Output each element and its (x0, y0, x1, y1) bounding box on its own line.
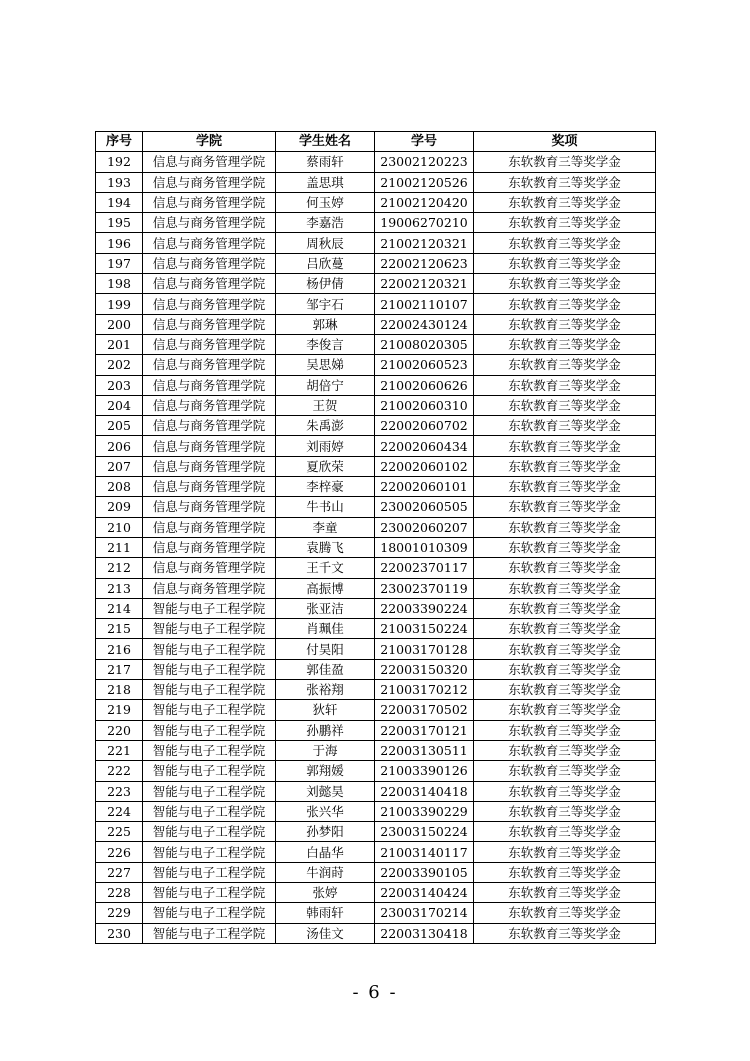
table-row (96, 882, 656, 902)
cell-index: 224 (96, 801, 143, 821)
cell-award: 东软教育三等奖学金 (474, 700, 656, 720)
table-row (96, 497, 656, 517)
table-row (96, 416, 656, 436)
cell-student-name: 孙梦阳 (276, 822, 375, 842)
cell-student-name: 吴思娣 (276, 355, 375, 375)
cell-college: 信息与商务管理学院 (143, 578, 276, 598)
table-row (96, 923, 656, 943)
cell-student-name: 王贺 (276, 395, 375, 415)
cell-college: 智能与电子工程学院 (143, 619, 276, 639)
cell-student-id: 21008020305 (375, 334, 474, 354)
cell-student-id: 22003150320 (375, 659, 474, 679)
cell-college: 信息与商务管理学院 (143, 456, 276, 476)
cell-college: 智能与电子工程学院 (143, 720, 276, 740)
cell-student-id: 21002110107 (375, 294, 474, 314)
cell-index: 196 (96, 233, 143, 253)
table-row (96, 842, 656, 862)
cell-student-id: 22002060702 (375, 416, 474, 436)
cell-college: 信息与商务管理学院 (143, 355, 276, 375)
cell-college: 智能与电子工程学院 (143, 598, 276, 618)
cell-college: 智能与电子工程学院 (143, 903, 276, 923)
cell-college: 智能与电子工程学院 (143, 842, 276, 862)
cell-college: 智能与电子工程学院 (143, 781, 276, 801)
cell-student-id: 22003140424 (375, 882, 474, 902)
cell-student-id: 22002060102 (375, 456, 474, 476)
cell-award: 东软教育三等奖学金 (474, 274, 656, 294)
page-number: - 6 - (352, 982, 398, 1003)
table-row (96, 558, 656, 578)
table-body (96, 152, 656, 944)
table-row (96, 152, 656, 172)
cell-student-id: 21002060626 (375, 375, 474, 395)
cell-award: 东软教育三等奖学金 (474, 862, 656, 882)
cell-student-name: 刘雨婷 (276, 436, 375, 456)
cell-index: 225 (96, 822, 143, 842)
table-row (96, 517, 656, 537)
cell-student-name: 张亚洁 (276, 598, 375, 618)
cell-student-id: 22002370117 (375, 558, 474, 578)
cell-student-name: 周秋辰 (276, 233, 375, 253)
cell-college: 信息与商务管理学院 (143, 314, 276, 334)
cell-student-name: 狄轩 (276, 700, 375, 720)
cell-student-id: 21002060310 (375, 395, 474, 415)
cell-student-id: 21002120321 (375, 233, 474, 253)
cell-award: 东软教育三等奖学金 (474, 781, 656, 801)
header-student-id: 学号 (375, 132, 474, 152)
cell-index: 228 (96, 882, 143, 902)
table-row (96, 456, 656, 476)
cell-college: 信息与商务管理学院 (143, 213, 276, 233)
cell-index: 203 (96, 375, 143, 395)
cell-student-id: 21002060523 (375, 355, 474, 375)
cell-student-id: 22003130418 (375, 923, 474, 943)
table-row (96, 862, 656, 882)
cell-award: 东软教育三等奖学金 (474, 740, 656, 760)
cell-student-id: 23002370119 (375, 578, 474, 598)
cell-student-name: 李童 (276, 517, 375, 537)
cell-college: 信息与商务管理学院 (143, 416, 276, 436)
cell-award: 东软教育三等奖学金 (474, 477, 656, 497)
cell-college: 信息与商务管理学院 (143, 294, 276, 314)
cell-student-id: 23002060505 (375, 497, 474, 517)
cell-index: 215 (96, 619, 143, 639)
cell-index: 230 (96, 923, 143, 943)
cell-index: 218 (96, 680, 143, 700)
cell-award: 东软教育三等奖学金 (474, 659, 656, 679)
cell-award: 东软教育三等奖学金 (474, 903, 656, 923)
cell-award: 东软教育三等奖学金 (474, 923, 656, 943)
table-row (96, 700, 656, 720)
table-row (96, 740, 656, 760)
table-row (96, 598, 656, 618)
cell-college: 信息与商务管理学院 (143, 395, 276, 415)
cell-award: 东软教育三等奖学金 (474, 497, 656, 517)
cell-index: 227 (96, 862, 143, 882)
cell-index: 200 (96, 314, 143, 334)
cell-student-name: 汤佳文 (276, 923, 375, 943)
header-college: 学院 (143, 132, 276, 152)
cell-student-name: 张婷 (276, 882, 375, 902)
cell-college: 智能与电子工程学院 (143, 801, 276, 821)
cell-award: 东软教育三等奖学金 (474, 598, 656, 618)
cell-college: 信息与商务管理学院 (143, 172, 276, 192)
cell-student-name: 韩雨轩 (276, 903, 375, 923)
cell-award: 东软教育三等奖学金 (474, 172, 656, 192)
cell-index: 193 (96, 172, 143, 192)
cell-award: 东软教育三等奖学金 (474, 801, 656, 821)
cell-index: 204 (96, 395, 143, 415)
table-row (96, 781, 656, 801)
cell-student-name: 孙鹏祥 (276, 720, 375, 740)
cell-student-name: 李嘉浩 (276, 213, 375, 233)
cell-student-name: 李梓豪 (276, 477, 375, 497)
cell-award: 东软教育三等奖学金 (474, 578, 656, 598)
table-row (96, 578, 656, 598)
header-row (96, 132, 656, 152)
cell-student-name: 牛润莳 (276, 862, 375, 882)
cell-student-id: 22003170502 (375, 700, 474, 720)
cell-award: 东软教育三等奖学金 (474, 375, 656, 395)
cell-award: 东软教育三等奖学金 (474, 842, 656, 862)
cell-student-id: 21002120526 (375, 172, 474, 192)
cell-award: 东软教育三等奖学金 (474, 882, 656, 902)
table-row (96, 720, 656, 740)
cell-index: 206 (96, 436, 143, 456)
cell-award: 东软教育三等奖学金 (474, 680, 656, 700)
cell-college: 信息与商务管理学院 (143, 253, 276, 273)
cell-college: 信息与商务管理学院 (143, 477, 276, 497)
cell-college: 智能与电子工程学院 (143, 680, 276, 700)
cell-index: 222 (96, 761, 143, 781)
header-student-name: 学生姓名 (276, 132, 375, 152)
table-row (96, 274, 656, 294)
cell-student-name: 夏欣荣 (276, 456, 375, 476)
cell-student-name: 郭翔媛 (276, 761, 375, 781)
table-row (96, 477, 656, 497)
cell-student-name: 郭琳 (276, 314, 375, 334)
cell-index: 197 (96, 253, 143, 273)
cell-student-id: 22003390224 (375, 598, 474, 618)
cell-student-name: 吕欣蔓 (276, 253, 375, 273)
cell-college: 智能与电子工程学院 (143, 700, 276, 720)
table-row (96, 253, 656, 273)
cell-student-name: 杨伊倩 (276, 274, 375, 294)
cell-college: 信息与商务管理学院 (143, 436, 276, 456)
cell-college: 信息与商务管理学院 (143, 192, 276, 212)
cell-student-name: 郭佳盈 (276, 659, 375, 679)
cell-college: 信息与商务管理学院 (143, 233, 276, 253)
table-row (96, 761, 656, 781)
cell-index: 205 (96, 416, 143, 436)
table-row (96, 355, 656, 375)
cell-college: 智能与电子工程学院 (143, 639, 276, 659)
cell-index: 229 (96, 903, 143, 923)
cell-index: 199 (96, 294, 143, 314)
table-row (96, 639, 656, 659)
cell-college: 信息与商务管理学院 (143, 517, 276, 537)
cell-award: 东软教育三等奖学金 (474, 314, 656, 334)
cell-student-id: 22003130511 (375, 740, 474, 760)
cell-award: 东软教育三等奖学金 (474, 619, 656, 639)
cell-student-id: 22002060434 (375, 436, 474, 456)
cell-award: 东软教育三等奖学金 (474, 639, 656, 659)
cell-college: 智能与电子工程学院 (143, 882, 276, 902)
cell-college: 智能与电子工程学院 (143, 923, 276, 943)
cell-student-name: 于海 (276, 740, 375, 760)
cell-student-id: 23003170214 (375, 903, 474, 923)
cell-award: 东软教育三等奖学金 (474, 233, 656, 253)
table-row (96, 172, 656, 192)
header-index: 序号 (96, 132, 143, 152)
cell-award: 东软教育三等奖学金 (474, 761, 656, 781)
cell-award: 东软教育三等奖学金 (474, 253, 656, 273)
cell-award: 东软教育三等奖学金 (474, 334, 656, 354)
cell-college: 智能与电子工程学院 (143, 659, 276, 679)
cell-student-name: 高振博 (276, 578, 375, 598)
cell-college: 信息与商务管理学院 (143, 375, 276, 395)
cell-student-name: 蔡雨轩 (276, 152, 375, 172)
cell-student-id: 23003150224 (375, 822, 474, 842)
table-row (96, 801, 656, 821)
cell-student-name: 朱禹澎 (276, 416, 375, 436)
cell-student-id: 22003390105 (375, 862, 474, 882)
cell-index: 217 (96, 659, 143, 679)
table-row (96, 395, 656, 415)
cell-index: 208 (96, 477, 143, 497)
cell-award: 东软教育三等奖学金 (474, 416, 656, 436)
cell-award: 东软教育三等奖学金 (474, 436, 656, 456)
cell-index: 212 (96, 558, 143, 578)
cell-award: 东软教育三等奖学金 (474, 537, 656, 557)
table-row (96, 619, 656, 639)
header-award: 奖项 (474, 132, 656, 152)
cell-index: 209 (96, 497, 143, 517)
cell-student-name: 付昊阳 (276, 639, 375, 659)
cell-college: 信息与商务管理学院 (143, 537, 276, 557)
cell-index: 211 (96, 537, 143, 557)
cell-student-name: 牛书山 (276, 497, 375, 517)
cell-student-name: 张兴华 (276, 801, 375, 821)
cell-index: 223 (96, 781, 143, 801)
table-row (96, 294, 656, 314)
cell-college: 信息与商务管理学院 (143, 152, 276, 172)
cell-index: 214 (96, 598, 143, 618)
cell-student-id: 21003170128 (375, 639, 474, 659)
cell-student-name: 刘懿昊 (276, 781, 375, 801)
cell-college: 智能与电子工程学院 (143, 740, 276, 760)
table-row (96, 375, 656, 395)
cell-award: 东软教育三等奖学金 (474, 517, 656, 537)
cell-student-id: 19006270210 (375, 213, 474, 233)
table-row (96, 233, 656, 253)
cell-award: 东软教育三等奖学金 (474, 355, 656, 375)
cell-student-id: 22002060101 (375, 477, 474, 497)
cell-student-id: 22003140418 (375, 781, 474, 801)
cell-award: 东软教育三等奖学金 (474, 558, 656, 578)
cell-index: 219 (96, 700, 143, 720)
cell-index: 226 (96, 842, 143, 862)
cell-student-id: 22002120321 (375, 274, 474, 294)
cell-college: 信息与商务管理学院 (143, 274, 276, 294)
cell-award: 东软教育三等奖学金 (474, 192, 656, 212)
table-row (96, 822, 656, 842)
scholarship-table (95, 131, 656, 944)
cell-student-id: 18001010309 (375, 537, 474, 557)
table-row (96, 314, 656, 334)
cell-student-id: 22002430124 (375, 314, 474, 334)
cell-college: 智能与电子工程学院 (143, 822, 276, 842)
cell-student-id: 21003170212 (375, 680, 474, 700)
cell-award: 东软教育三等奖学金 (474, 152, 656, 172)
cell-award: 东软教育三等奖学金 (474, 213, 656, 233)
table-row (96, 680, 656, 700)
cell-award: 东软教育三等奖学金 (474, 456, 656, 476)
cell-student-name: 张裕翔 (276, 680, 375, 700)
table-row (96, 192, 656, 212)
cell-student-name: 袁腾飞 (276, 537, 375, 557)
cell-college: 信息与商务管理学院 (143, 497, 276, 517)
cell-index: 220 (96, 720, 143, 740)
cell-index: 202 (96, 355, 143, 375)
cell-index: 192 (96, 152, 143, 172)
table-row (96, 903, 656, 923)
cell-student-name: 王千文 (276, 558, 375, 578)
cell-student-id: 21003150224 (375, 619, 474, 639)
cell-student-id: 21002120420 (375, 192, 474, 212)
cell-index: 201 (96, 334, 143, 354)
cell-index: 195 (96, 213, 143, 233)
cell-college: 信息与商务管理学院 (143, 334, 276, 354)
cell-index: 210 (96, 517, 143, 537)
cell-college: 信息与商务管理学院 (143, 558, 276, 578)
cell-student-name: 白晶华 (276, 842, 375, 862)
cell-index: 213 (96, 578, 143, 598)
cell-student-name: 李俊言 (276, 334, 375, 354)
table-row (96, 659, 656, 679)
table-header (96, 132, 656, 152)
cell-index: 198 (96, 274, 143, 294)
cell-award: 东软教育三等奖学金 (474, 395, 656, 415)
cell-index: 216 (96, 639, 143, 659)
cell-student-id: 23002060207 (375, 517, 474, 537)
table-row (96, 334, 656, 354)
cell-student-id: 21003140117 (375, 842, 474, 862)
cell-student-name: 胡倍宁 (276, 375, 375, 395)
cell-student-id: 23002120223 (375, 152, 474, 172)
cell-award: 东软教育三等奖学金 (474, 294, 656, 314)
cell-index: 221 (96, 740, 143, 760)
cell-student-name: 何玉婷 (276, 192, 375, 212)
table-row (96, 537, 656, 557)
cell-student-id: 22002120623 (375, 253, 474, 273)
table-row (96, 213, 656, 233)
cell-index: 194 (96, 192, 143, 212)
cell-student-name: 盖思琪 (276, 172, 375, 192)
cell-college: 智能与电子工程学院 (143, 761, 276, 781)
cell-student-name: 肖珮佳 (276, 619, 375, 639)
cell-award: 东软教育三等奖学金 (474, 822, 656, 842)
cell-student-id: 22003170121 (375, 720, 474, 740)
cell-award: 东软教育三等奖学金 (474, 720, 656, 740)
cell-student-name: 邹宇石 (276, 294, 375, 314)
table-row (96, 436, 656, 456)
cell-college: 智能与电子工程学院 (143, 862, 276, 882)
cell-student-id: 21003390126 (375, 761, 474, 781)
cell-student-id: 21003390229 (375, 801, 474, 821)
cell-index: 207 (96, 456, 143, 476)
